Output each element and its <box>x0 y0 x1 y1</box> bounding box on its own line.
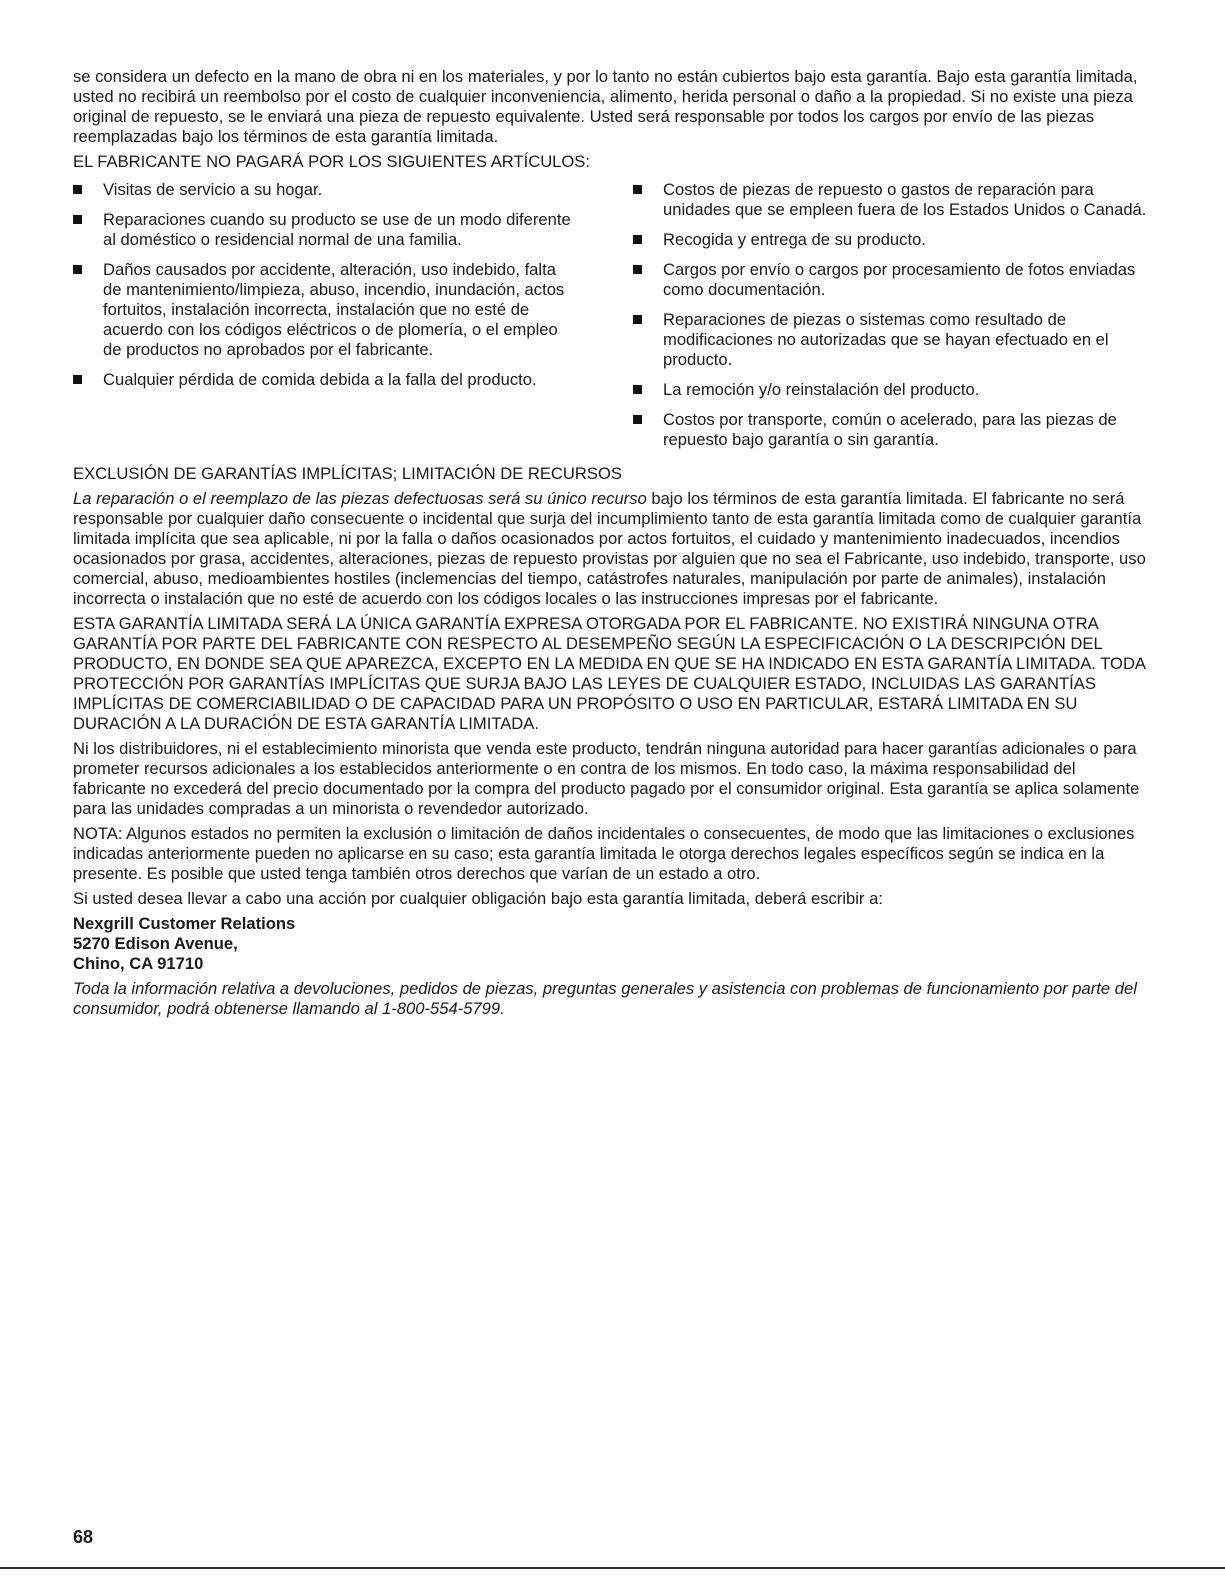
page-number: 68 <box>73 1527 94 1547</box>
list-item: Reparaciones cuando su producto se use de un modo diferente al doméstico o residencial normal de una familia. <box>73 210 578 250</box>
list-item: Reparaciones de piezas o sistemas como resultado de modificaciones no autorizadas que se hayan efectuado en el producto. <box>633 310 1153 370</box>
square-bullet-icon <box>73 185 82 194</box>
exclusion-heading: EXCLUSIÓN DE GARANTÍAS IMPLÍCITAS; LIMITACIÓN DE RECURSOS <box>73 464 622 483</box>
note-paragraph: NOTA: Algunos estados no permiten la exclusión o limitación de daños incidentales o consecuentes, de modo que las limitaciones o exclusiones indicadas anteriormente pueden no aplicarse en su caso; esta garantía limitada le otorga derechos legales específicos según se indica en la presente. Es posible que usted tenga también otros derechos que varían de un estado a otro. <box>73 824 1135 883</box>
square-bullet-icon <box>633 185 642 194</box>
address-street: 5270 Edison Avenue, <box>73 934 238 953</box>
bottom-rule <box>0 1567 1225 1569</box>
square-bullet-icon <box>633 415 642 424</box>
intro-paragraph: se considera un defecto en la mano de obra ni en los materiales, y por lo tanto no están cubiertos bajo esta garantía. Bajo esta garantía limitada, usted no recibirá un reembolso por el costo de cualquier inconveniencia, alimento, herida personal o daño a la propiedad. Si no existe una pieza original de repuesto, se le enviará una pieza de repuesto equivalente. Usted será responsable por todos los cargos por envío de las piezas reemplazadas bajo los términos de esta garantía limitada. <box>73 67 1138 146</box>
not-covered-left-column <box>73 180 578 460</box>
square-bullet-icon <box>633 385 642 394</box>
list-item: Cualquier pérdida de comida debida a la falla del producto. <box>73 370 578 390</box>
list-item: Daños causados por accidente, alteración, uso indebido, falta de mantenimiento/limpieza, abuso, incendio, inundación, actos fortuitos, instalación incorrecta, instalación que no esté de acuerdo con los códigos eléctricos o de plomería, o el empleo de productos no aprobados por el fabricante. <box>73 260 578 360</box>
exclusion-italic-lead: La reparación o el reemplazo de las piezas defectuosas será su único recurso <box>73 489 647 508</box>
exclusive-warranty-paragraph: ESTA GARANTÍA LIMITADA SERÁ LA ÚNICA GARANTÍA EXPRESA OTORGADA POR EL FABRICANTE. NO EXISTIRÁ NINGUNA OTRA GARANTÍA POR PARTE DEL FABRICANTE CON RESPECTO AL DESEMPEÑO SEGÚN LA ESPECIFICACIÓN O LA DESCRIPCIÓN DEL PRODUCTO, EN DONDE SEA QUE APAREZCA, EXCEPTO EN LA MEDIDA EN QUE SE HA INDICADO EN ESTA GARANTÍA LIMITADA. TODA PROTECCIÓN POR GARANTÍAS IMPLÍCITAS QUE SURJA BAJO LAS LEYES DE CUALQUIER ESTADO, INCLUIDAS LAS GARANTÍAS IMPLÍCITAS DE COMERCIABILIDAD O DE CAPACIDAD PARA UN PROPÓSITO O USO EN PARTICULAR, ESTARÁ LIMITADA EN SU DURACIÓN A LA DURACIÓN DE ESTA GARANTÍA LIMITADA. <box>73 614 1146 733</box>
square-bullet-icon <box>633 235 642 244</box>
address-city: Chino, CA 91710 <box>73 954 204 973</box>
list-item: Cargos por envío o cargos por procesamiento de fotos enviadas como documentación. <box>633 260 1153 300</box>
not-covered-right-column <box>633 180 1153 460</box>
list-item: Visitas de servicio a su hogar. <box>73 180 578 200</box>
square-bullet-icon <box>73 265 82 274</box>
square-bullet-icon <box>633 315 642 324</box>
square-bullet-icon <box>73 375 82 384</box>
list-item: Costos por transporte, común o acelerado, para las piezas de repuesto bajo garantía o sin garantía. <box>633 410 1153 450</box>
mailing-address <box>73 914 1153 974</box>
contact-info-paragraph: Toda la información relativa a devoluciones, pedidos de piezas, preguntas generales y asistencia con problemas de funcionamiento por parte del consumidor, podrá obtenerse llamando al 1-800-554-5799. <box>73 979 1137 1018</box>
not-covered-heading: EL FABRICANTE NO PAGARÁ POR LOS SIGUIENTES ARTÍCULOS: <box>73 152 590 171</box>
exclusion-body: bajo los términos de esta garantía limitada. El fabricante no será responsable por cualquier daño consecuente o incidental que surja del incumplimiento tanto de esta garantía limitada como de cualquier garantía limitada implícita que sea aplicable, ni por la falla o daños ocasionados por actos fortuitos, el cuidado y mantenimiento inadecuados, incendios ocasionados por grasa, accidentes, alteraciones, piezas de repuesto provistas por alguien que no sea el Fabricante, uso indebido, transporte, uso comercial, abuso, medioambientes hostiles (inclemencias del tiempo, catástrofes naturales, manipulación por parte de animales), instalación incorrecta o instalación que no esté de acuerdo con los códigos locales o las instrucciones impresas por el fabricante. <box>73 489 1146 608</box>
exclusion-paragraph <box>73 489 1153 609</box>
square-bullet-icon <box>73 215 82 224</box>
address-name: Nexgrill Customer Relations <box>73 914 296 933</box>
list-item: La remoción y/o reinstalación del producto. <box>633 380 1153 400</box>
warranty-content <box>73 67 1153 1024</box>
not-covered-list <box>73 180 1153 460</box>
square-bullet-icon <box>633 265 642 274</box>
list-item: Recogida y entrega de su producto. <box>633 230 1153 250</box>
action-paragraph: Si usted desea llevar a cabo una acción por cualquier obligación bajo esta garantía limitada, deberá escribir a: <box>73 889 883 908</box>
list-item: Costos de piezas de repuesto o gastos de reparación para unidades que se empleen fuera de los Estados Unidos o Canadá. <box>633 180 1153 220</box>
distributors-paragraph: Ni los distribuidores, ni el establecimiento minorista que venda este producto, tendrán ninguna autoridad para hacer garantías adicionales o para prometer recursos adicionales a los establecidos anteriormente o en contra de los mismos. En todo caso, la máxima responsabilidad del fabricante no excederá del precio documentado por la compra del producto pagado por el consumidor original. Esta garantía se aplica solamente para las unidades compradas a un minorista o revendedor autorizado. <box>73 739 1140 818</box>
